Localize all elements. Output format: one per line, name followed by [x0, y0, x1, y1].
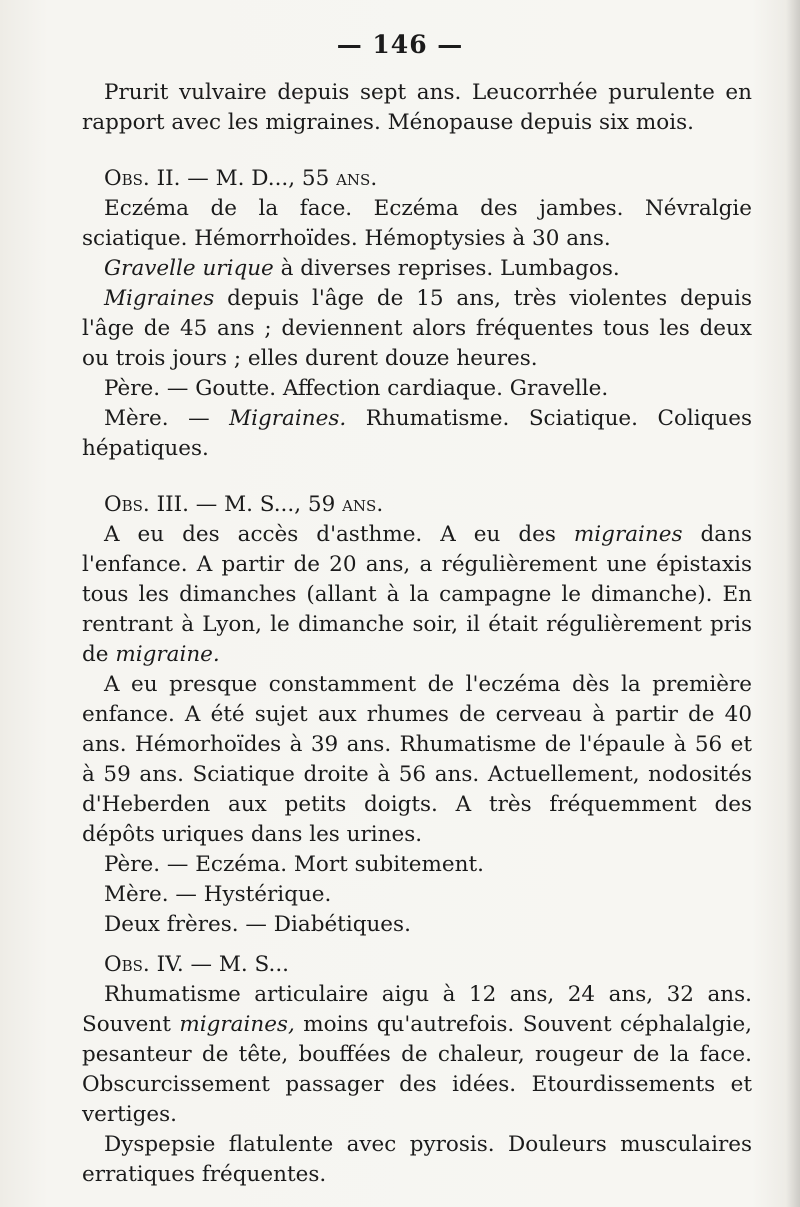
obs-2-mother-italic: Migraines. [229, 406, 347, 431]
obs-2-mother-rest: Rhumatisme. Sciatique. Coliques hépatiques. [82, 406, 753, 461]
obs-2-mother-prefix: Mère. — [104, 406, 230, 431]
obs-3-brothers: Deux frères. — Diabétiques. [104, 912, 411, 937]
obs-4-heading: Obs. IV. — M. S... [104, 952, 290, 977]
page-content [82, 78, 752, 1190]
obs-2-paragraph-3 [82, 284, 752, 374]
obs-2-italic-migraines: Migraines [104, 286, 215, 311]
obs-3-italic-migraine: migraine. [115, 642, 220, 667]
obs-3-heading: Obs. III. — M. S..., 59 ans. [104, 492, 384, 517]
obs-3-paragraph-1 [82, 520, 752, 670]
obs-2-paragraph-1: Eczéma de la face. Eczéma des jambes. Névralgie sciatique. Hémorrhoïdes. Hémoptysies à 30 ans. [82, 196, 752, 251]
obs-2-mother [82, 404, 752, 464]
obs-2-paragraph-3-rest: depuis l'âge de 15 ans, très violentes depuis l'âge de 45 ans ; deviennent alors fréquentes tous les deux ou trois jours ; elles durent douze heures. [82, 286, 752, 371]
obs-2-italic-gravelle: Gravelle urique [104, 256, 274, 281]
page-edge-shadow [786, 0, 800, 1207]
obs-3-father: Père. — Eczéma. Mort subitement. [104, 852, 484, 877]
obs-2-father: Père. — Goutte. Affection cardiaque. Gravelle. [104, 376, 609, 401]
obs-3-mother: Mère. — Hystérique. [104, 882, 332, 907]
obs-3-paragraph-2: A eu presque constamment de l'eczéma dès la première enfance. A été sujet aux rhumes de cerveau à partir de 40 ans. Hémorhoïdes à 39 ans. Rhumatisme de l'épaule à 56 et à 59 ans. Sciatique droite à 56 ans. Actuellement, nodosités d'Heberden aux petits doigts. A très fréquemment des dépôts uriques dans les urines. [82, 672, 752, 847]
obs-4-italic-migraines: migraines, [179, 1012, 295, 1037]
obs-3-paragraph-1-b: dans l'enfance. A partir de 20 ans, a régulièrement une épistaxis tous les dimanches (allant à la campagne le dimanche). En rentrant à Lyon, le dimanche soir, il était régulièrement pris de [82, 522, 753, 667]
obs-4-paragraph-1-b: moins qu'autrefois. Souvent céphalalgie, pesanteur de tête, bouffées de chaleur, rougeur de la face. Obscurcissement passager des idées. Etourdissements et vertiges. [82, 1012, 753, 1127]
obs-2-paragraph-2-rest: à diverses reprises. Lumbagos. [273, 256, 620, 281]
page-number: — 146 — [336, 30, 464, 59]
obs-4-paragraph-2: Dyspepsie flatulente avec pyrosis. Douleurs musculaires erratiques fréquentes. [82, 1132, 752, 1187]
obs-4-paragraph-1-a: Rhumatisme articulaire aigu à 12 ans, 24 ans, 32 ans. Souvent [82, 982, 752, 1037]
obs-3-paragraph-1-a: A eu des accès d'asthme. A eu des [104, 522, 574, 547]
obs-4-paragraph-1 [82, 980, 752, 1130]
obs-2-heading: Obs. II. — M. D..., 55 ans. [104, 166, 378, 191]
obs-2-paragraph-2 [82, 254, 752, 284]
intro-paragraph: Prurit vulvaire depuis sept ans. Leucorrhée purulente en rapport avec les migraines. Ménopause depuis six mois. [82, 80, 752, 135]
obs-3-italic-migraines: migraines [573, 522, 683, 547]
